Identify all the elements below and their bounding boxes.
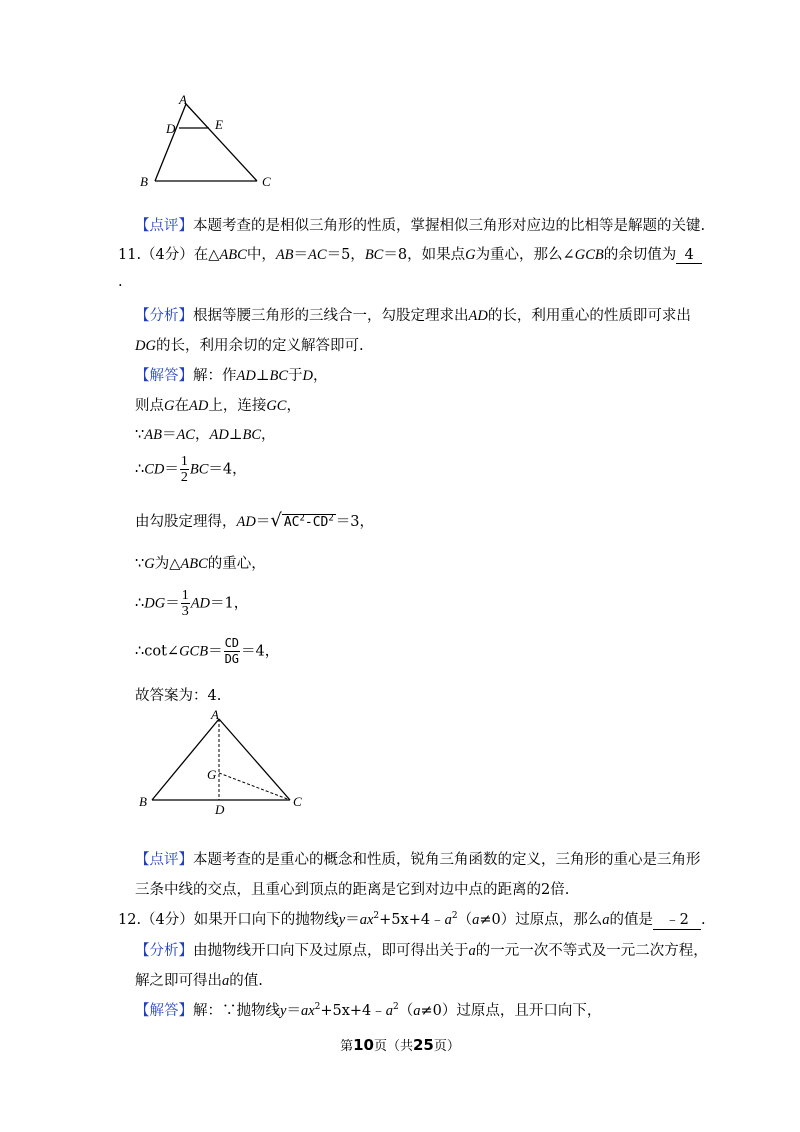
s-var: AD	[236, 368, 256, 384]
q-var: AB	[275, 247, 294, 263]
label-g: G	[207, 767, 217, 782]
q-text: .	[700, 912, 706, 928]
s-text: ∴	[135, 461, 145, 478]
s-var: a	[413, 1003, 421, 1019]
denominator: DG	[224, 652, 240, 666]
s-text: ＝4，	[208, 461, 247, 478]
a-text: 根据等腰三角形的三线合一，勾股定理求出	[193, 308, 469, 324]
solution-q12-line1	[135, 999, 601, 1020]
analysis-tag: 【分析】	[135, 943, 193, 959]
a-var: a	[222, 973, 230, 989]
q-text: ＝8，如果点	[383, 247, 466, 263]
exponent: 2	[373, 911, 380, 922]
page-number: 10	[353, 1036, 374, 1054]
q-text: （	[457, 912, 473, 928]
label-a: A	[211, 707, 219, 722]
q11-dot: .	[118, 274, 123, 290]
q-text: 的值是	[609, 912, 653, 928]
label-d: D	[166, 121, 176, 136]
s-var: ABC	[180, 556, 208, 572]
fraction-third	[181, 588, 190, 619]
review-q11-line2: 三条中线的交点，且重心到顶点的距离是它到对边中点的距离的2倍.	[135, 882, 570, 898]
s-text: ，	[194, 427, 210, 443]
solution-tag: 【解答】	[135, 1003, 193, 1019]
denominator: 2	[180, 470, 188, 485]
solution-q11-line7	[135, 588, 248, 619]
a-text: 的一元一次不等式及一元二次方程，	[475, 943, 708, 959]
analysis-q12-line2	[135, 969, 263, 990]
s-text: 为△	[154, 556, 181, 572]
sqrt-part: AC	[283, 515, 300, 530]
analysis-q12-line1	[135, 939, 708, 960]
label-b: B	[140, 174, 148, 189]
s-var: y	[280, 1003, 287, 1019]
s-text: ，	[261, 427, 276, 443]
segment-gc	[219, 773, 290, 800]
s-text: ＝	[208, 643, 223, 660]
sqrt-expression	[282, 514, 336, 531]
q-text: 11.（4分）在△	[118, 247, 220, 263]
solution-q11-line9: 故答案为：4.	[135, 688, 222, 704]
fraction-cd-dg	[224, 636, 240, 667]
s-var: GCB	[179, 643, 209, 660]
label-d: D	[215, 802, 225, 816]
s-text: 则点	[135, 398, 164, 414]
exponent: 2	[393, 1002, 399, 1013]
q-var: ax	[359, 912, 374, 928]
s-var: BC	[189, 461, 209, 478]
s-text: ⊥	[255, 368, 270, 384]
q-text: ＝	[293, 247, 309, 263]
solution-q11-line4	[135, 454, 247, 485]
q-var: y	[338, 912, 346, 928]
similar-triangles-figure	[135, 92, 285, 192]
question-12	[118, 908, 706, 930]
answer-blank: 4	[676, 247, 702, 264]
a-text: 解之即可得出	[135, 973, 222, 989]
side-ac	[219, 719, 290, 800]
analysis-q11-line2	[135, 334, 364, 355]
s-text: 的重心，	[207, 556, 266, 572]
review-tag: 【点评】	[135, 852, 193, 868]
s-var: G	[164, 398, 175, 414]
label-c: C	[262, 174, 271, 189]
s-var: BC	[269, 368, 289, 384]
centroid-triangle-figure	[135, 706, 310, 816]
s-var: DG	[144, 595, 166, 612]
a-var: AD	[468, 308, 488, 324]
s-text: ＝	[161, 427, 177, 443]
review-text: 本题考查的是重心的概念和性质，锐角三角函数的定义，三角形的重心是三角形	[193, 852, 701, 868]
q-text: 中，	[246, 247, 276, 263]
s-text: ＝	[255, 514, 271, 530]
side-ac	[186, 104, 257, 181]
solution-q11-line2	[135, 394, 301, 415]
s-text: ，	[286, 398, 301, 414]
solution-tag: 【解答】	[135, 368, 193, 384]
a-text: 的长，利用余切的定义解答即可.	[155, 338, 364, 354]
a-var: DG	[135, 338, 156, 354]
label-c: C	[293, 794, 302, 809]
sqrt-sign: √	[270, 510, 282, 531]
s-text: ＝4，	[241, 643, 280, 660]
review-q11-line1	[135, 848, 701, 869]
solution-q11-line1	[135, 364, 328, 385]
solution-q11-line6	[135, 552, 266, 573]
footer-text: 第	[340, 1039, 354, 1054]
s-text: ∴	[135, 595, 145, 612]
s-text: ＝	[164, 461, 179, 478]
q-text: 为重心，那么∠	[475, 247, 575, 263]
review-tag: 【点评】	[135, 218, 193, 234]
q-var: GCB	[574, 247, 604, 263]
numerator: 1	[180, 454, 188, 469]
q-var: a	[444, 912, 452, 928]
s-text: 解：作	[193, 368, 237, 384]
q-text: ≠0）过原点，那么	[479, 912, 603, 928]
footer-text: 页（共	[373, 1039, 413, 1054]
page-footer	[0, 1035, 800, 1054]
sqrt-part: -CD	[304, 515, 329, 530]
label-b: B	[139, 794, 147, 809]
solution-q11-line3	[135, 423, 276, 444]
a-var: a	[468, 943, 476, 959]
a-text: 的值.	[229, 973, 263, 989]
s-text: ＝	[165, 595, 180, 612]
s-text: 在	[174, 398, 189, 414]
s-text: 于	[288, 368, 303, 384]
q-text: +5x+4﹣	[379, 912, 445, 928]
denominator: 3	[181, 604, 189, 619]
review-q10	[135, 214, 705, 235]
page-total: 25	[413, 1036, 434, 1054]
s-var: a	[385, 1003, 394, 1019]
q-text: 12.（4分）如果开口向下的抛物线	[118, 912, 339, 928]
q-var: G	[465, 247, 476, 263]
s-text: 上，连接	[208, 398, 267, 414]
question-11	[118, 243, 702, 264]
s-text: ＝3，	[335, 514, 375, 530]
s-var: AD	[209, 427, 229, 443]
s-text: ，	[313, 368, 328, 384]
s-var: AB	[144, 427, 162, 443]
s-var: AD	[188, 398, 209, 414]
label-a: A	[179, 92, 187, 107]
side-ab	[155, 104, 186, 181]
s-text: ＝1，	[210, 595, 249, 612]
s-text: ≠0）过原点，且开口向下，	[420, 1003, 602, 1019]
analysis-tag: 【分析】	[135, 308, 193, 324]
s-text: ⊥	[228, 427, 243, 443]
s-var: GC	[266, 398, 287, 414]
numerator: 1	[181, 588, 189, 603]
side-ab	[152, 719, 219, 800]
exponent: 2	[451, 911, 458, 922]
s-var: G	[144, 556, 155, 572]
s-var: AD	[236, 514, 256, 530]
s-var: CD	[144, 461, 165, 478]
s-text: +5x+4﹣	[320, 1003, 386, 1019]
a-text: 的长，利用重心的性质即可求出	[487, 308, 691, 324]
numerator: CD	[224, 636, 240, 650]
q-var: AC	[308, 247, 327, 263]
q-text: ＝	[345, 912, 360, 928]
q-text: 的余切值为	[603, 247, 677, 263]
exponent: 2	[299, 513, 305, 524]
s-var: D	[302, 368, 313, 384]
label-e: E	[215, 117, 223, 132]
fraction-half	[180, 454, 189, 485]
s-var: AC	[176, 427, 195, 443]
q-text: ＝5，	[326, 247, 365, 263]
footer-text: 页）	[433, 1039, 460, 1054]
s-var: BC	[242, 427, 261, 443]
q-var: a	[472, 912, 480, 928]
s-text: ∴cot∠	[135, 643, 180, 660]
s-text: 由勾股定理得，	[135, 514, 237, 530]
s-text: ＝	[286, 1003, 301, 1019]
s-text: ∵	[135, 556, 145, 572]
exponent: 2	[314, 1002, 321, 1013]
s-var: AD	[190, 595, 211, 612]
a-text: 由抛物线开口向下及过原点，即可得出关于	[193, 943, 469, 959]
review-text: 本题考查的是相似三角形的性质，掌握相似三角形对应边的比相等是解题的关键.	[193, 218, 706, 234]
s-text: （	[398, 1003, 414, 1019]
exponent: 2	[328, 513, 334, 524]
answer-blank: ﹣2	[653, 908, 701, 930]
q-var: BC	[364, 247, 384, 263]
q-var: ABC	[219, 247, 247, 263]
analysis-q11-line1	[135, 304, 691, 325]
s-text: 解：∵抛物线	[193, 1003, 280, 1019]
solution-q11-line5	[135, 510, 374, 531]
solution-q11-line8	[135, 636, 279, 667]
s-text: ∵	[135, 427, 145, 443]
s-var: ax	[300, 1003, 315, 1019]
q-var: a	[602, 912, 610, 928]
